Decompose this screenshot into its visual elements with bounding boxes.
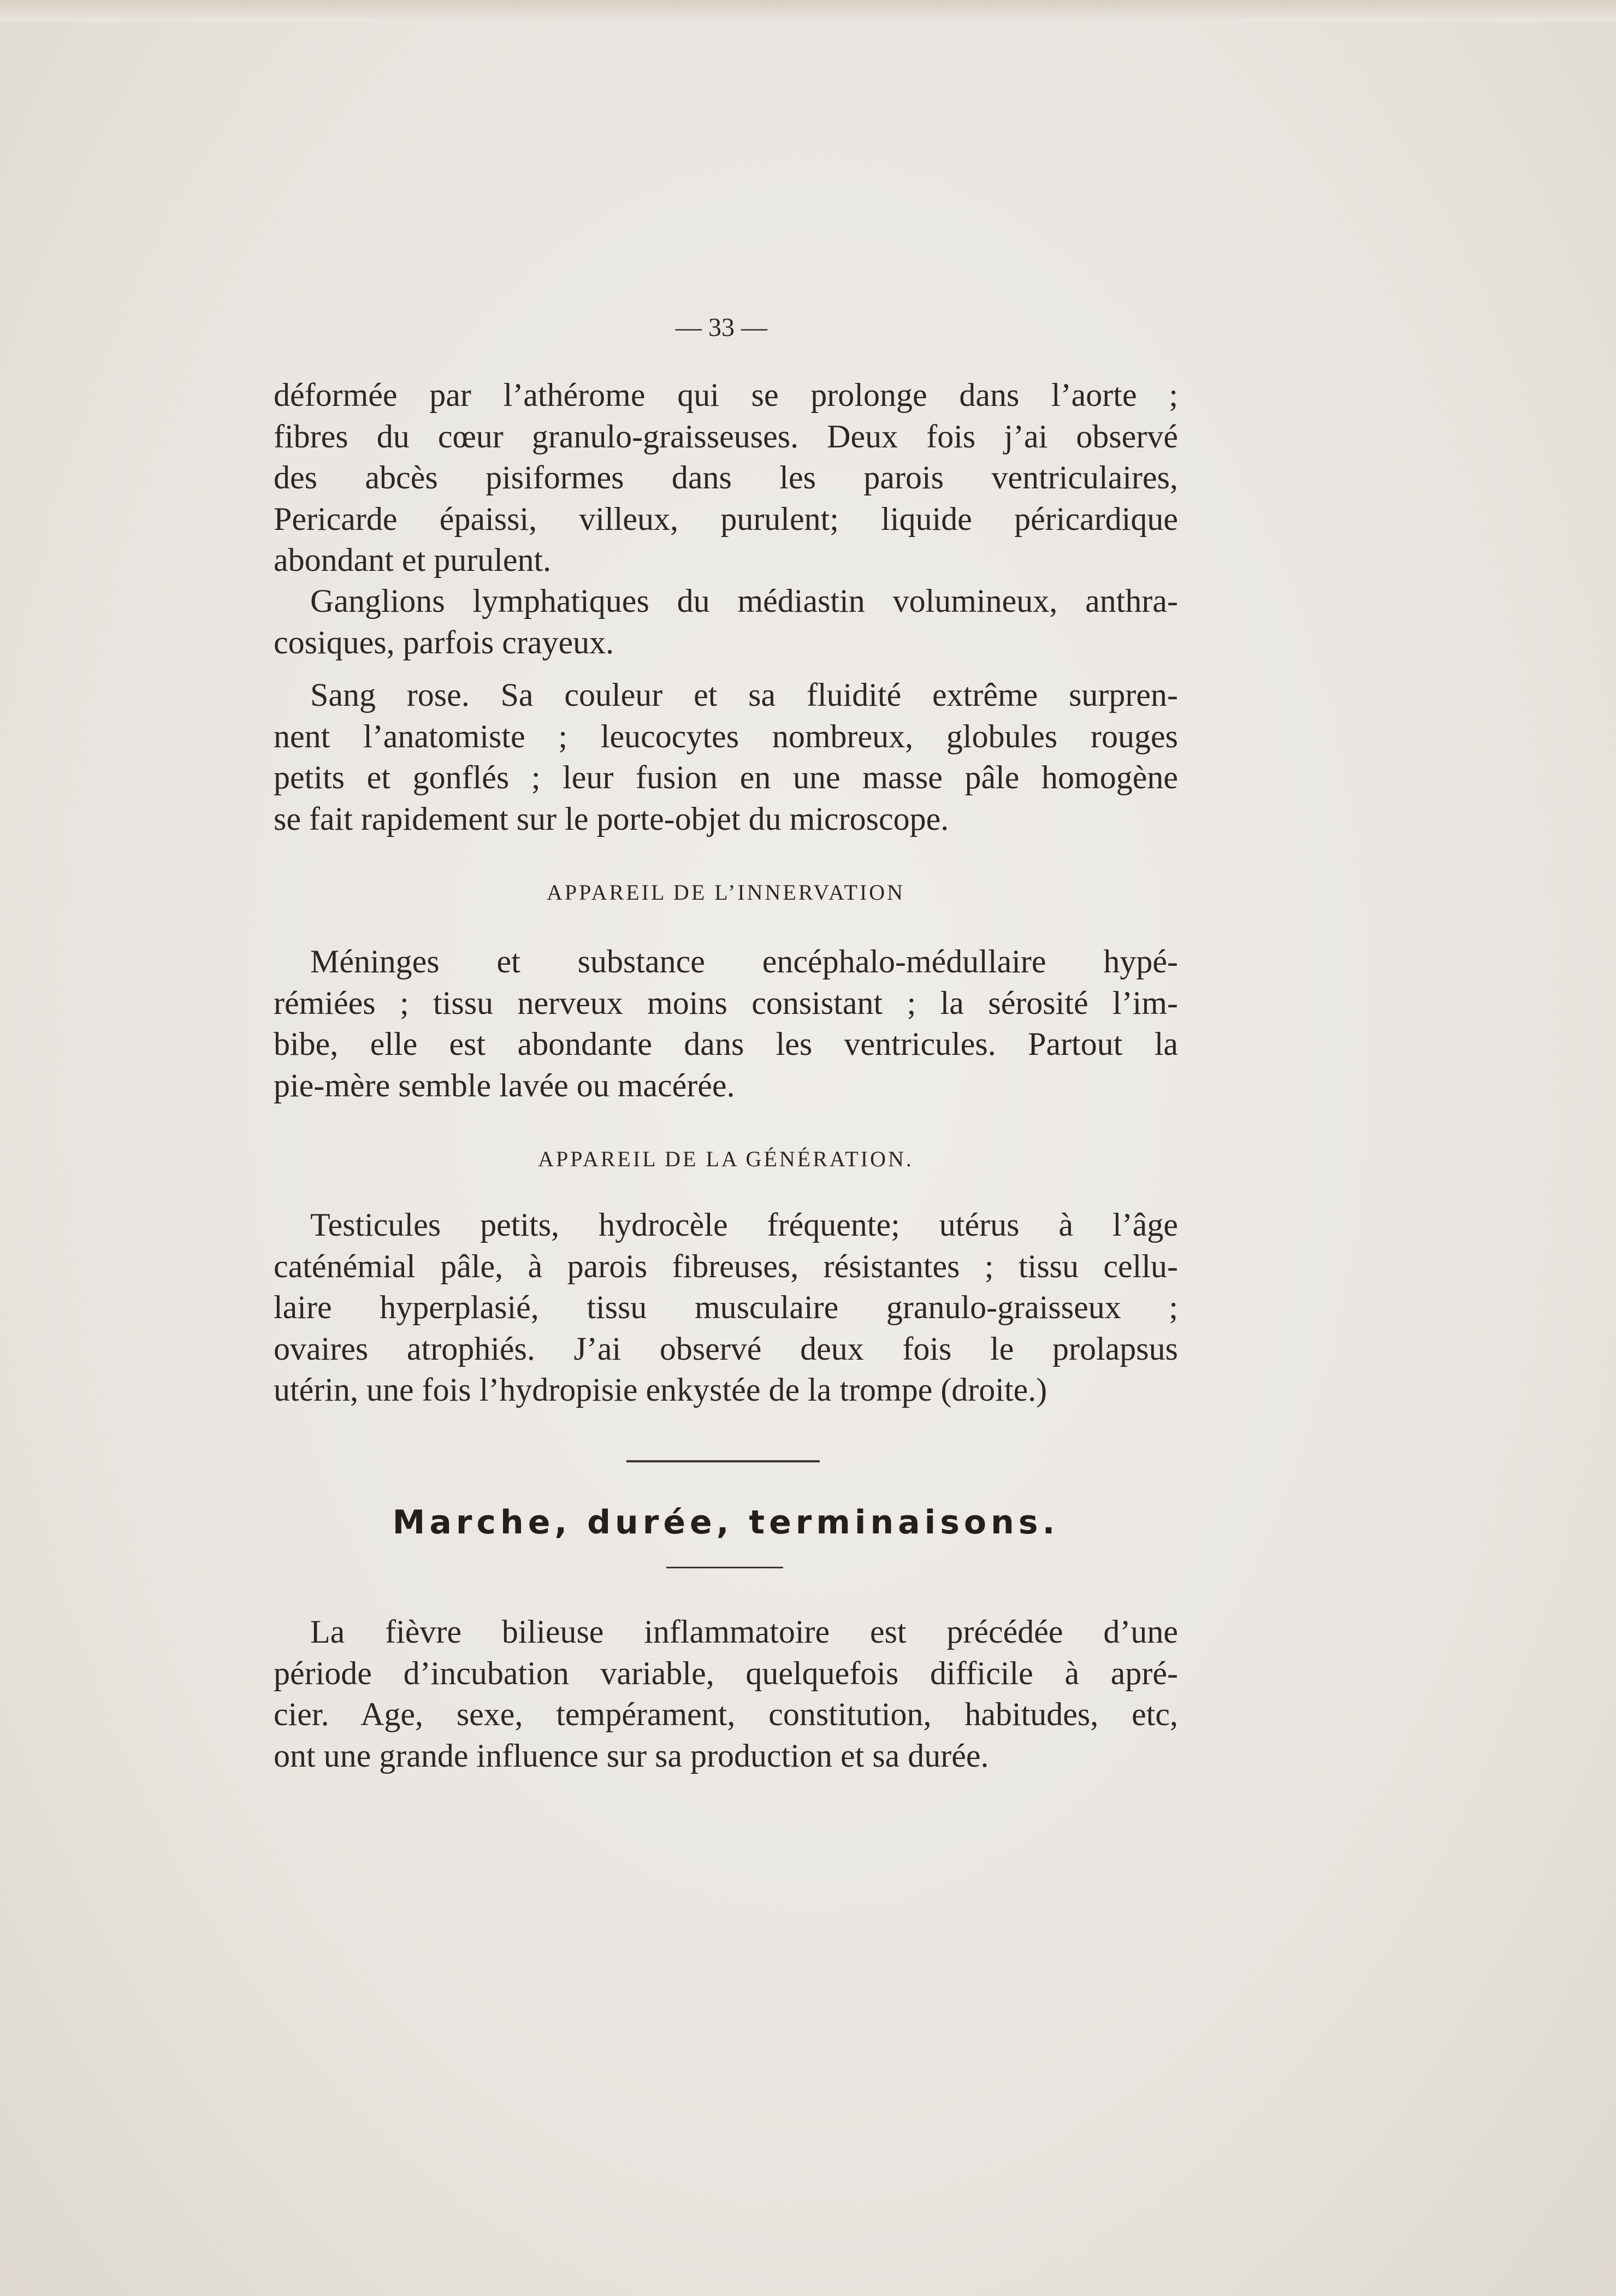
text-line: cier. Age, sexe, tempérament, constitution, habitudes, etc, [274, 1696, 1178, 1732]
page-number: — 33 — [676, 313, 767, 342]
section-heading-innervation: APPAREIL DE L’INNERVATION [546, 880, 905, 905]
text-line: Méninges et substance encéphalo-médullaire hypé- [310, 943, 1178, 979]
text-line: bibe, elle est abondante dans les ventricules. Partout la [274, 1026, 1178, 1062]
divider-rule [666, 1567, 783, 1568]
text-line: nent l’anatomiste ; leucocytes nombreux, globules rouges [274, 718, 1178, 754]
text-line: fibres du cœur granulo-graisseuses. Deux fois j’ai observé [274, 418, 1178, 455]
text-line: caténémial pâle, à parois fibreuses, résistantes ; tissu cellu- [274, 1248, 1178, 1284]
text-line: Testicules petits, hydrocèle fréquente; utérus à l’âge [310, 1207, 1178, 1243]
text-line: petits et gonflés ; leur fusion en une masse pâle homogène [274, 759, 1178, 795]
section-heading-generation: APPAREIL DE LA GÉNÉRATION. [538, 1147, 914, 1171]
text-line: rémiées ; tissu nerveux moins consistant ; la sérosité l’im- [274, 984, 1178, 1021]
text-line: Ganglions lymphatiques du médiastin volumineux, anthra- [310, 583, 1178, 619]
text-line: période d’incubation variable, quelquefois difficile à apré- [274, 1655, 1178, 1691]
paragraph [274, 1205, 1178, 1411]
page-edge [0, 0, 1616, 22]
text-line: Pericarde épaissi, villeux, purulent; liquide péricardique [274, 500, 1178, 537]
paragraph [274, 375, 1178, 581]
section-title: Marche, durée, terminaisons. [392, 1503, 1059, 1542]
divider-rule [626, 1460, 820, 1462]
text-line: laire hyperplasié, tissu musculaire granulo-graisseux ; [274, 1289, 1178, 1325]
text-line: pie-mère semble lavée ou macérée. [274, 1067, 735, 1103]
paragraph [274, 941, 1178, 1106]
text-line: ont une grande influence sur sa production et sa durée. [274, 1737, 989, 1774]
text-line: cosiques, parfois crayeux. [274, 624, 614, 660]
text-line: La fièvre bilieuse inflammatoire est précédée d’une [310, 1614, 1178, 1650]
text-line: déformée par l’athérome qui se prolonge dans l’aorte ; [274, 377, 1178, 413]
text-line: Sang rose. Sa couleur et sa fluidité extrême surpren- [310, 677, 1178, 713]
paragraph [274, 581, 1178, 663]
text-line: ovaires atrophiés. J’ai observé deux fois le prolapsus [274, 1330, 1178, 1367]
text-line: se fait rapidement sur le porte-objet du microscope. [274, 800, 949, 837]
text-line: utérin, une fois l’hydropisie enkystée de la trompe (droite.) [274, 1372, 1047, 1408]
paragraph [274, 1612, 1178, 1776]
paragraph [274, 675, 1178, 840]
text-line: des abcès pisiformes dans les parois ventriculaires, [274, 459, 1178, 495]
text-line: abondant et purulent. [274, 542, 552, 578]
